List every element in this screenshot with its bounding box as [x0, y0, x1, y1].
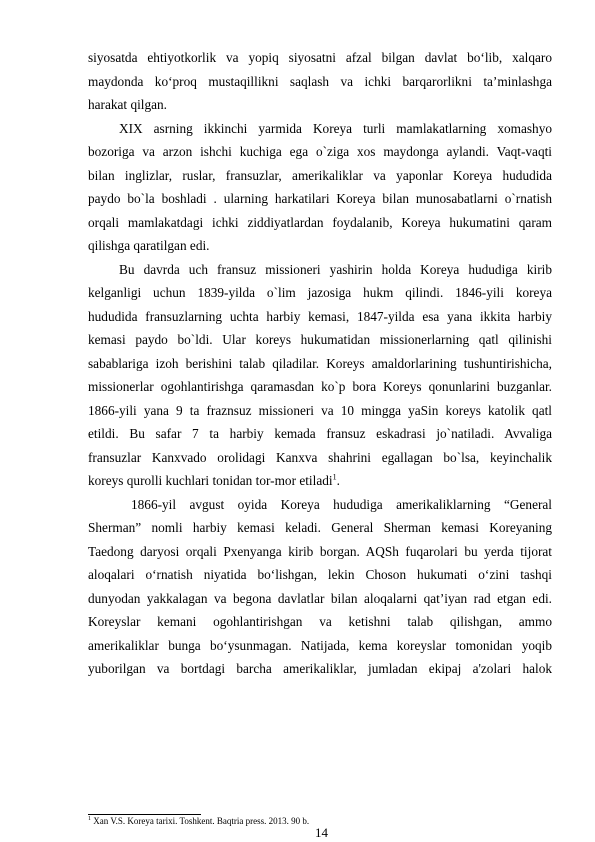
text-line: Taedong daryosi orqali Pxenyanga kirib borgan. AQSh fuqarolari bu yerda tijorat — [88, 543, 552, 559]
footnote-reference: 1 — [332, 472, 337, 482]
footnote-marker: 1 — [88, 816, 91, 822]
text-line: etildi. Bu safar 7 ta harbiy kemada fransuz eskadrasi jo`natiladi. Avvaliga — [88, 426, 552, 441]
paragraph-first-line: XIX asrning ikkinchi yarmida Koreya turli mamlakatlarning xomashyo — [119, 120, 552, 136]
text-line: kelganligi uchun 1839-yilda o`lim jazosiga hukm qilindi. 1846-yili koreya — [88, 285, 552, 300]
page-number: 14 — [315, 825, 328, 840]
text-line: qilishga qaratilgan edi. — [88, 238, 210, 253]
text-line: paydo bo`la boshladi . ularning harkatilari Koreya bilan munosabatlarni o`rnatish — [88, 191, 552, 206]
text-line: hududida fransuzlarning uchta harbiy kemasi, 1847-yilda esa yana ikkita harbiy — [88, 308, 552, 324]
paragraph-first-line: 1866-yil avgust oyida Koreya hududiga amerikaliklarning “General — [131, 496, 552, 512]
text-line-with-footnote — [88, 469, 552, 493]
text-line: dunyodan yakkalagan va begona davlatlar bilan aloqalarni qat’iyan rad etgan edi. — [88, 590, 552, 606]
text-line: bilan inglizlar, ruslar, fransuzlar, amerikaliklar va yaponlar Koreya hududida — [88, 167, 552, 183]
footnote-text: Xan V.S. Koreya tarixi. Toshkent. Baqtria press. 2013. 90 b. — [91, 816, 310, 826]
text-line: missionerlar ogohlantirishga qaramasdan ko`p bora Koreys qonunlarini buzganlar. — [88, 379, 552, 394]
text-line: maydonda ko‘proq mustaqillikni saqlash va ichki barqarorlikni ta’minlashga — [88, 73, 552, 89]
text-line: harakat qilgan. — [88, 97, 168, 112]
text-line: amerikaliklar bunga bo‘ysunmagan. Natijada, kema koreyslar tomonidan yoqib — [88, 637, 552, 653]
paragraph-first-line: Bu davrda uch fransuz missioneri yashirin holda Koreya hududiga kirib — [119, 261, 552, 277]
text-line: Koreyslar kemani ogohlantirishgan va ketishni talab qilishgan, ammo — [88, 614, 552, 629]
text-line: aloqalari o‘rnatish niyatida bo‘lishgan, lekin Choson hukumati o‘zini tashqi — [88, 567, 552, 582]
text-line: sabablariga izoh berishini talab qiladilar. Koreys amaldorlarining tushuntirishicha, — [88, 355, 552, 371]
text-line: yuborilgan va bortdagi barcha amerikaliklar, jumladan ekipaj a'zolari halok — [88, 661, 552, 676]
text-line: orqali mamlakatdagi ichki ziddiyatlardan foydalanib, Koreya hukumatini qaram — [88, 214, 552, 230]
text-line: fransuzlar Kanxvado orolidagi Kanxva shahrini egallagan bo`lsa, keyinchalik — [88, 449, 552, 465]
text-line: bozoriga va arzon ishchi kuchiga ega o`ziga xos maydonga aylandi. Vaqt-vaqti — [88, 144, 552, 159]
text-line: koreys qurolli kuchlari tonidan tor-mor etiladi — [88, 473, 333, 488]
text-line: kemasi paydo bo`ldi. Ular koreys hukumatidan missionerlarning qatl qilinishi — [88, 332, 552, 347]
body-text — [88, 46, 552, 681]
text-line: Sherman” nomli harbiy kemasi keladi. General Sherman kemasi Koreyaning — [88, 520, 552, 535]
text-line: 1866-yili yana 9 ta fraznsuz missioneri va 10 mingga yaSin koreys katolik qatl — [88, 402, 552, 418]
footnote-divider — [88, 814, 201, 815]
text-line: siyosatda ehtiyotkorlik va yopiq siyosatni afzal bilgan davlat bo‘lib, xalqaro — [88, 50, 552, 65]
footnote-reference-suffix: . — [336, 473, 340, 488]
